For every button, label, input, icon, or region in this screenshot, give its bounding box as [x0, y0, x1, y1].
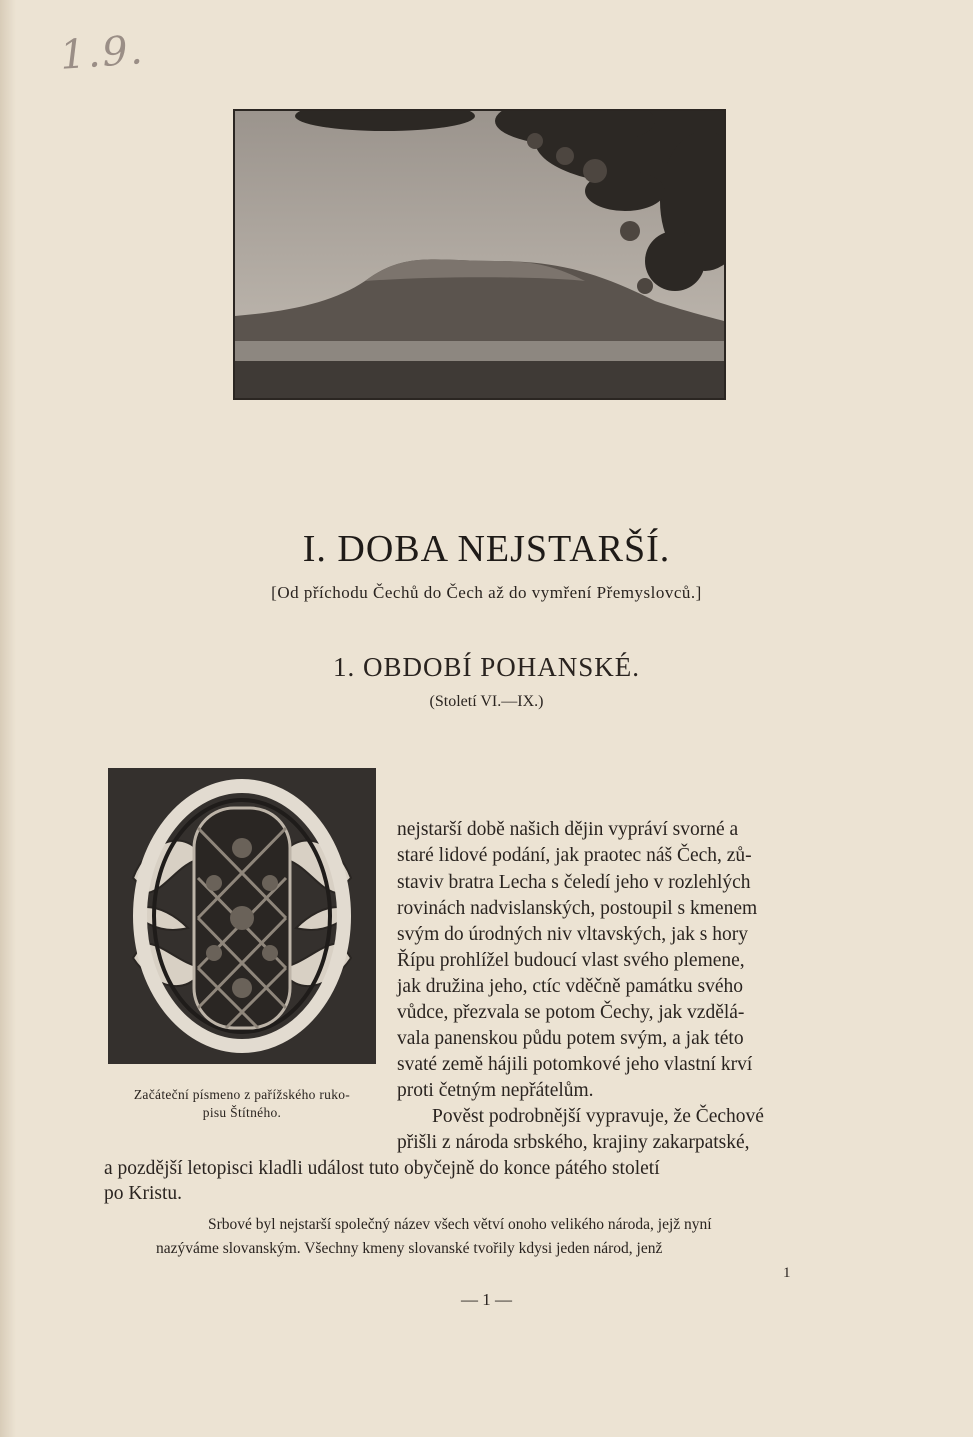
body-line: svaté země hájili potomkové jeho vlastní krví — [397, 1054, 753, 1075]
footnote-line: Srbové byl nejstarší společný název všech větví onoho velikého národa, jejž nyní — [208, 1216, 712, 1233]
chapter-title: I. DOBA NEJSTARŠÍ. — [302, 528, 671, 570]
signature-mark: 1 — [783, 1265, 791, 1281]
body-line: nejstarší době našich dějin vypráví svorné a — [397, 819, 739, 840]
chapter-subtitle: [Od příchodu Čechů do Čech až do vymření Přemyslovců.] — [271, 583, 702, 602]
body-line: staré lidové podání, jak praotec náš Čech, zů- — [397, 845, 752, 866]
section-period: (Století VI.—IX.) — [429, 693, 544, 710]
body-line: rovinách nadvislanských, postoupil s kmenem — [397, 898, 758, 919]
footnote-line: nazýváme slovanským. Všechny kmeny slovanské tvořily kdysi jeden národ, jenž — [156, 1240, 663, 1257]
body-line: proti četným nepřátelům. — [397, 1080, 594, 1101]
handwritten-note: 1.9. — [58, 27, 146, 79]
body-line: Řípu prohlížel budoucí vlast svého plemene, — [397, 950, 745, 971]
body-line: jak družina jeho, ctíc vděčně památku svého — [397, 976, 743, 997]
body-line: staviv bratra Lecha s čeledí jeho v rozlehlých — [397, 872, 751, 893]
caption-line: Začáteční písmeno z pařížského ruko- — [133, 1087, 351, 1102]
section-title: 1. OBDOBÍ POHANSKÉ. — [332, 652, 641, 682]
body-line: přišli z národa srbského, krajiny zakarpatské, — [397, 1132, 750, 1153]
body-line: a pozdější letopisci kladli událost tuto obyčejně do konce pátého století — [104, 1158, 660, 1179]
caption-line: pisu Štítného. — [202, 1105, 282, 1120]
body-line: Pověst podrobnější vypravuje, že Čechové — [432, 1106, 764, 1127]
page-number: — 1 — — [461, 1290, 512, 1309]
page-edge — [0, 0, 16, 1437]
body-line: svým do úrodných niv vltavských, jak s hory — [397, 924, 748, 945]
initial-caption — [100, 1086, 384, 1122]
body-line: po Kristu. — [104, 1183, 182, 1204]
body-line: vůdce, přezvala se potom Čechy, jak vzdělá- — [397, 1002, 745, 1023]
landscape-photo — [233, 109, 726, 400]
body-line: vala panenskou půdu potem svým, a jak této — [397, 1028, 744, 1049]
decorated-initial-o — [108, 768, 376, 1064]
